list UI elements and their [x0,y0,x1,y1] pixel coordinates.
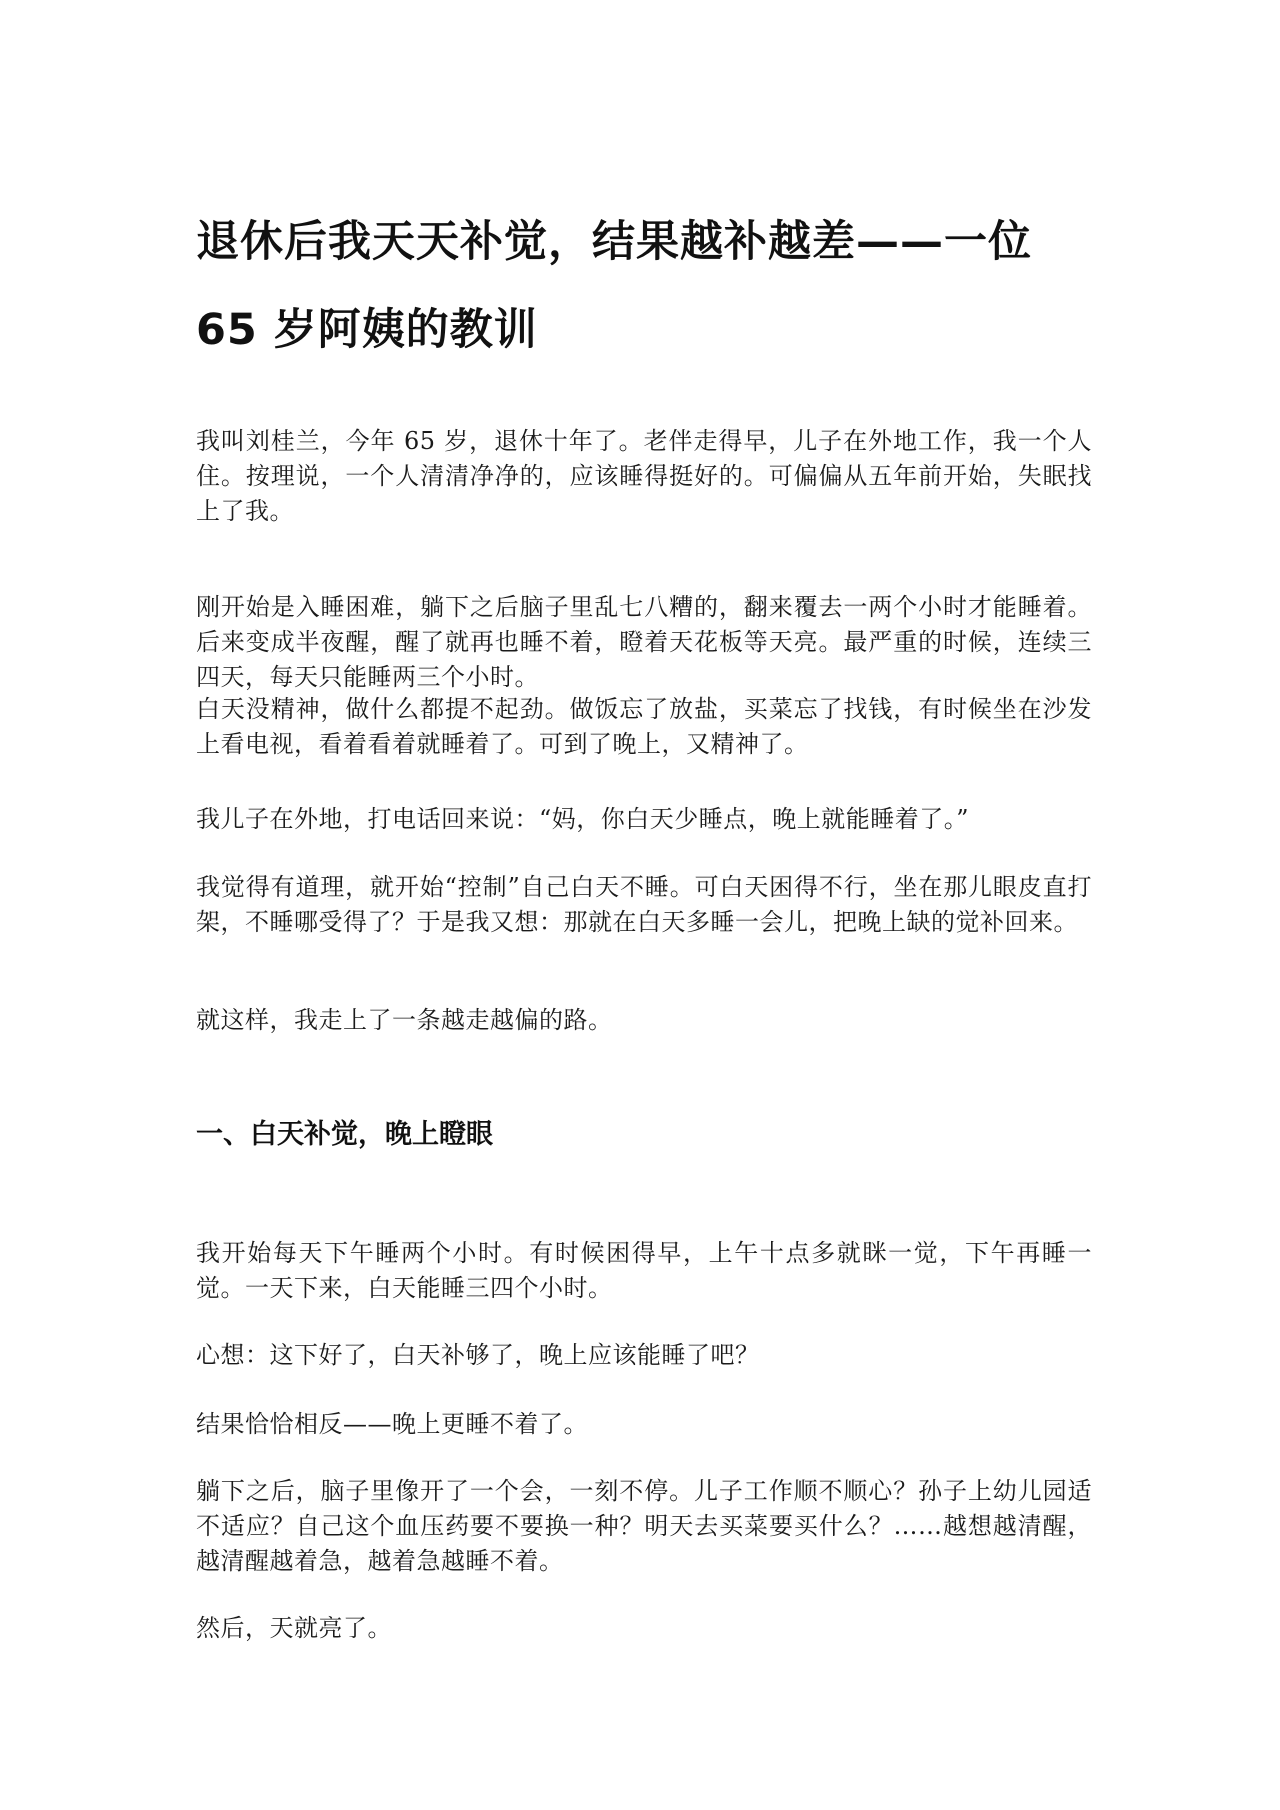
paragraph-4: 我儿子在外地，打电话回来说：“妈，你白天少睡点，晚上就能睡着了。” [196,805,970,833]
page-title [196,198,1092,374]
section-paragraph-2: 心想：这下好了，白天补够了，晚上应该能睡了吧？ [196,1341,760,1369]
paragraph-2: 刚开始是入睡困难，躺下之后脑子里乱七八糟的，翻来覆去一两个小时才能睡着。后来变成半夜醒，醒了就再也睡不着，瞪着天花板等天亮。最严重的时候，连续三四天，每天只能睡两三个小时。 [196,593,1092,691]
paragraph-6: 就这样，我走上了一条越走越偏的路。 [196,1006,613,1034]
section-paragraph-1: 我开始每天下午睡两个小时。有时候困得早，上午十点多就眯一觉，下午再睡一觉。一天下来，白天能睡三四个小时。 [196,1239,1092,1302]
document-page [196,0,1092,1810]
section-paragraph-4: 躺下之后，脑子里像开了一个会，一刻不停。儿子工作顺不顺心？孙子上幼儿园适不适应？自己这个血压药要不要换一种？明天去买菜要买什么？……越想越清醒，越清醒越着急，越着急越睡不着。 [196,1477,1092,1575]
title-line-1: 退休后我天天补觉，结果越补越差——一位 [196,217,1032,267]
title-line-2: 65 岁阿姨的教训 [196,305,538,355]
paragraph-1: 我叫刘桂兰，今年 65 岁，退休十年了。老伴走得早，儿子在外地工作，我一个人住。按理说，一个人清清净净的，应该睡得挺好的。可偏偏从五年前开始，失眠找上了我。 [196,427,1092,525]
section-paragraph-5: 然后，天就亮了。 [196,1614,392,1642]
section-paragraph-3: 结果恰恰相反——晚上更睡不着了。 [196,1410,588,1438]
section-heading: 一、白天补觉，晚上瞪眼 [196,1119,493,1150]
paragraph-5: 我觉得有道理，就开始“控制”自己白天不睡。可白天困得不行，坐在那儿眼皮直打架，不睡哪受得了？于是我又想：那就在白天多睡一会儿，把晚上缺的觉补回来。 [196,873,1092,936]
paragraph-3: 白天没精神，做什么都提不起劲。做饭忘了放盐，买菜忘了找钱，有时候坐在沙发上看电视，看着看着就睡着了。可到了晚上，又精神了。 [196,695,1092,758]
